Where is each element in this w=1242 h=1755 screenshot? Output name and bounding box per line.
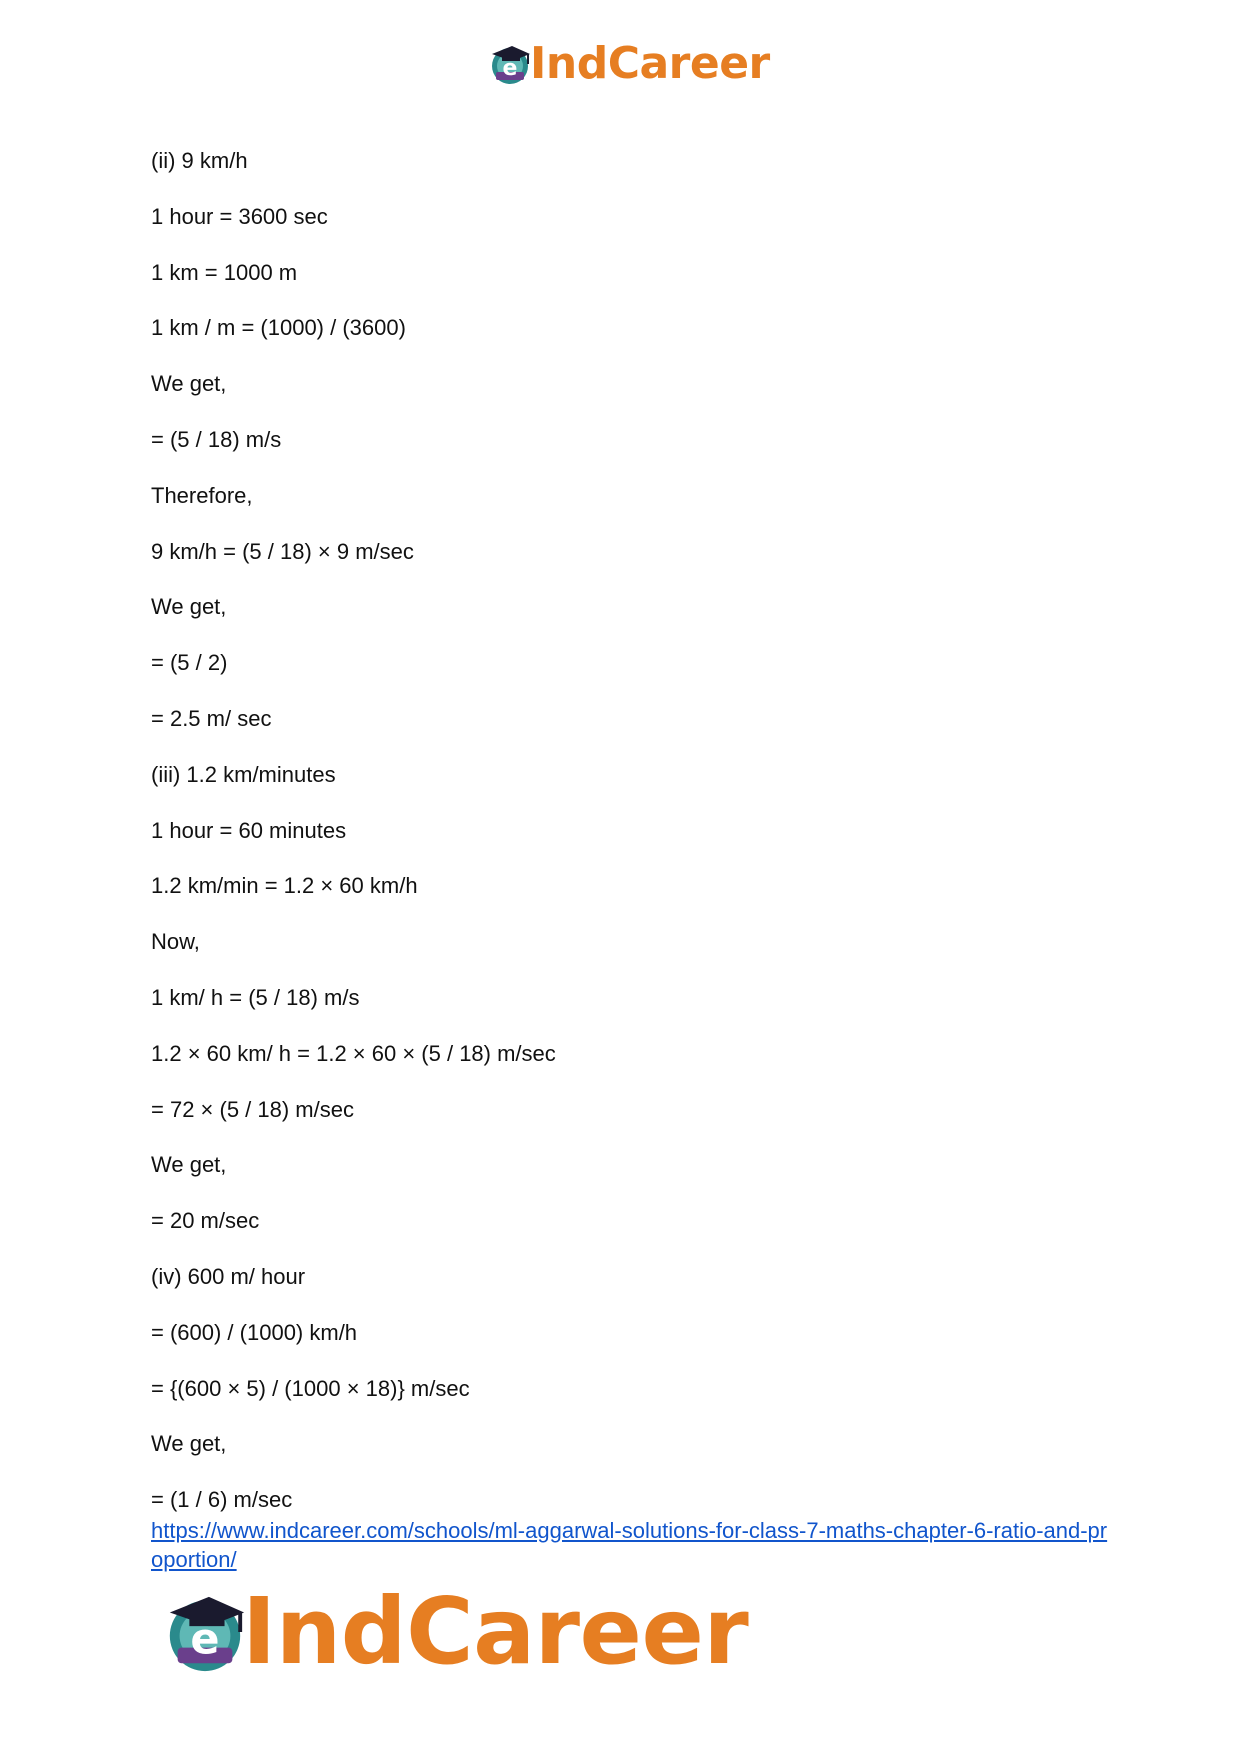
text-line: 1 hour = 3600 sec: [151, 203, 328, 229]
text-line: 1 km = 1000 m: [151, 259, 298, 285]
text-line: = 2.5 m/ sec: [151, 705, 272, 731]
text-line: 1.2 km/min = 1.2 × 60 km/h: [151, 873, 418, 899]
text-line: (iii) 1.2 km/minutes: [151, 761, 336, 787]
text-line: = (5 / 18) m/s: [151, 426, 282, 452]
logo-glyph: e: [190, 1614, 220, 1665]
text-line: We get,: [151, 371, 227, 397]
logo-text: IndCareer: [242, 1578, 749, 1685]
text-line: We get,: [151, 1431, 227, 1457]
text-line: 9 km/h = (5 / 18) × 9 m/sec: [151, 538, 414, 564]
document-body: [151, 148, 1111, 1543]
text-line: (iv) 600 m/ hour: [151, 1263, 306, 1289]
logo-glyph: e: [502, 56, 518, 81]
text-line: = (5 / 2): [151, 650, 228, 676]
text-line: = (1 / 6) m/sec: [151, 1487, 293, 1513]
text-line: We get,: [151, 594, 227, 620]
source-link[interactable]: https://www.indcareer.com/schools/ml-aggarwal-solutions-for-class-7-maths-chapter-6-ratio-and-proportion/: [151, 1518, 1108, 1572]
text-line: = {(600 × 5) / (1000 × 18)} m/sec: [151, 1375, 470, 1401]
logo-text: IndCareer: [530, 38, 770, 89]
text-line: 1 km/ h = (5 / 18) m/s: [151, 984, 360, 1010]
footer-logo: [162, 1578, 749, 1685]
text-line: We get,: [151, 1152, 227, 1178]
text-line: 1.2 × 60 km/ h = 1.2 × 60 × (5 / 18) m/sec: [151, 1040, 556, 1066]
text-line: = 20 m/sec: [151, 1208, 260, 1234]
text-line: = 72 × (5 / 18) m/sec: [151, 1096, 354, 1122]
graduation-globe-icon: [162, 1589, 248, 1675]
text-line: Therefore,: [151, 482, 253, 508]
text-line: 1 hour = 60 minutes: [151, 817, 347, 843]
text-line: (ii) 9 km/h: [151, 148, 248, 173]
text-line: Now,: [151, 929, 200, 955]
text-line: 1 km / m = (1000) / (3600): [151, 315, 406, 341]
text-line: = (600) / (1000) km/h: [151, 1319, 358, 1345]
graduation-globe-icon: [488, 42, 532, 86]
header-logo: [488, 38, 770, 89]
